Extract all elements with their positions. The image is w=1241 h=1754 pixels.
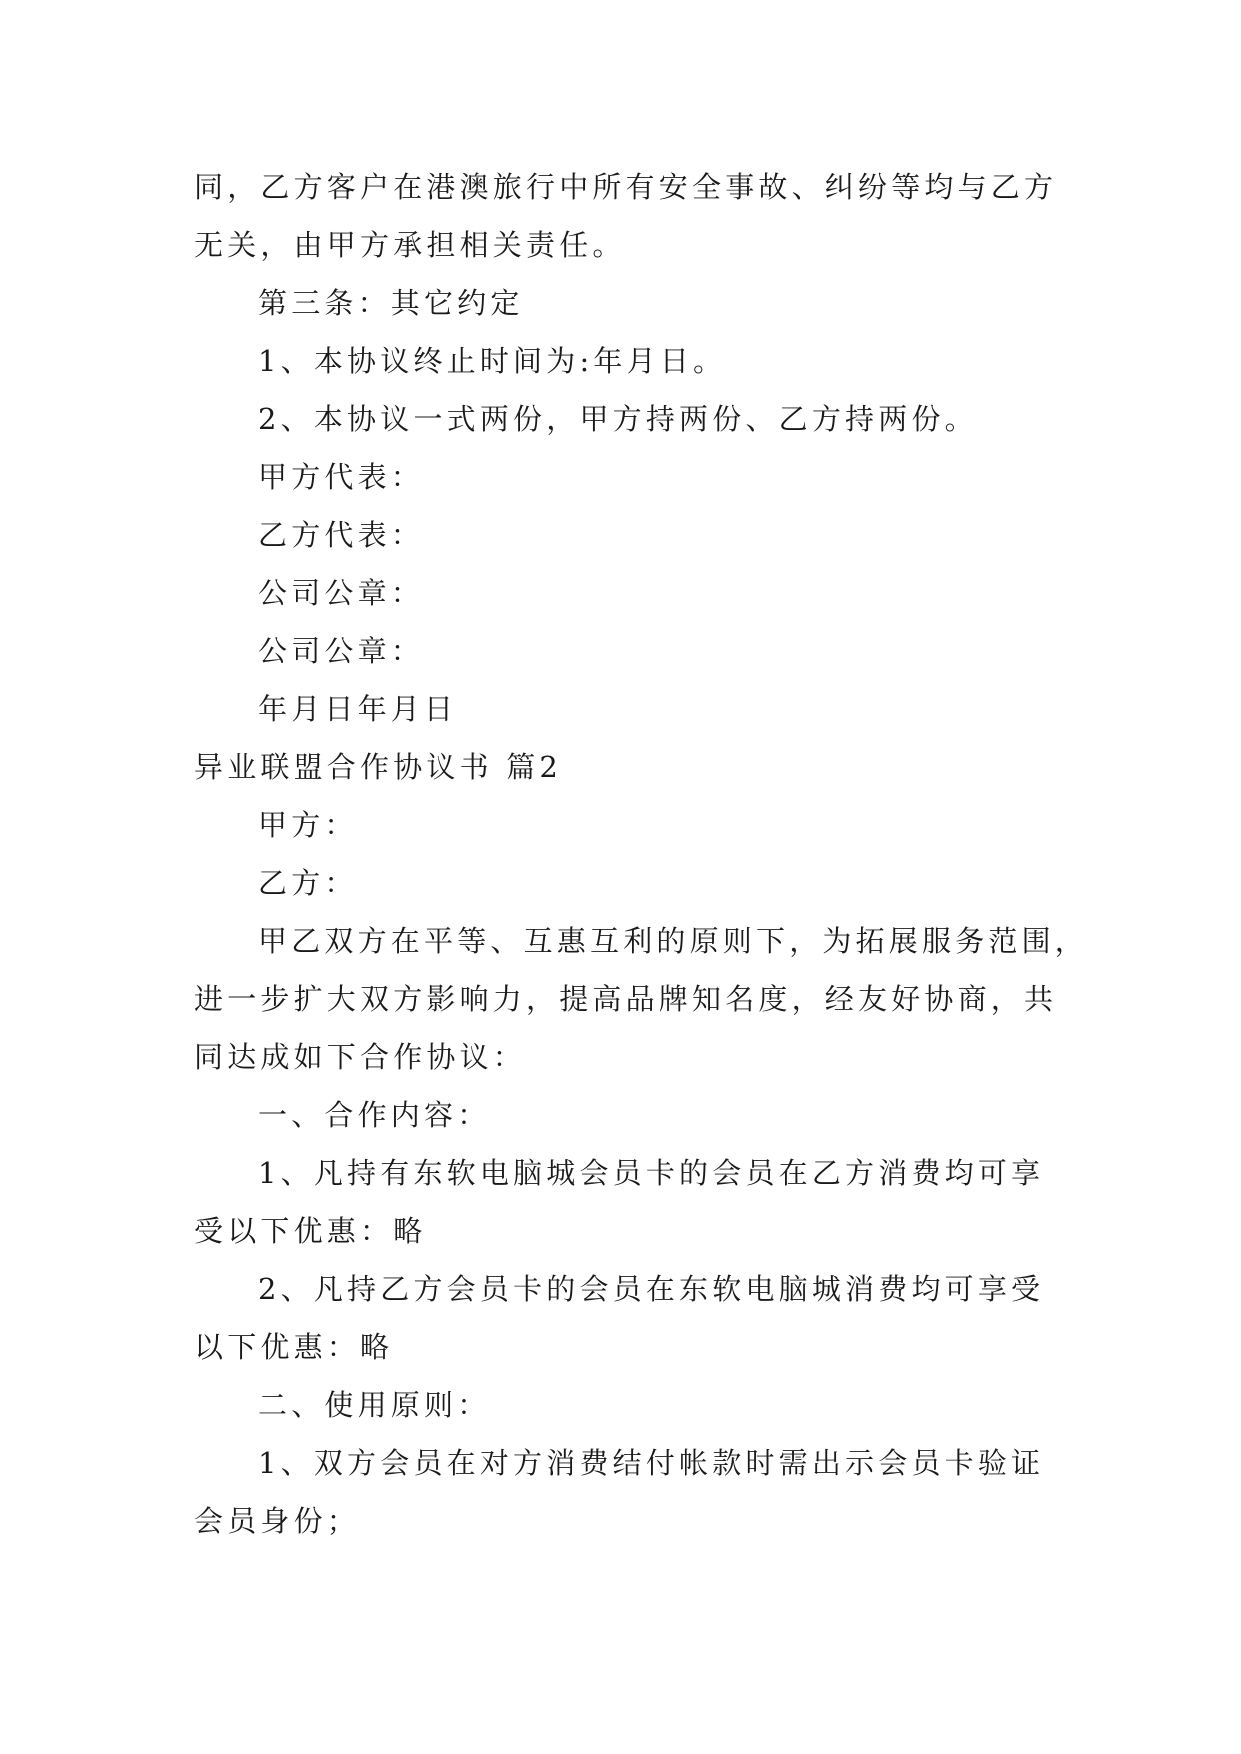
paragraph-line: 同达成如下合作协议：: [194, 1040, 527, 1074]
paragraph-line: 同，乙方客户在港澳旅行中所有安全事故、纠纷等均与乙方: [194, 170, 1058, 204]
paragraph-line: 以下优惠：略: [194, 1330, 394, 1364]
clause-item: 1、凡持有东软电脑城会员卡的会员在乙方消费均可享: [258, 1156, 1045, 1190]
document-body: [194, 158, 1089, 1550]
party-b-field: 乙方：: [258, 866, 358, 900]
paragraph-line: 受以下优惠：略: [194, 1214, 427, 1248]
paragraph-line: 会员身份；: [194, 1504, 361, 1538]
seal-field: 公司公章：: [258, 576, 425, 610]
party-a-field: 甲方：: [258, 808, 358, 842]
signature-field-party-b: 乙方代表：: [258, 518, 425, 552]
paragraph-line: 甲乙双方在平等、互惠互利的原则下，为拓展服务范围，: [258, 924, 1089, 958]
section-heading: 一、合作内容：: [258, 1098, 491, 1132]
clause-item: 1、双方会员在对方消费结付帐款时需出示会员卡验证: [258, 1446, 1045, 1480]
seal-field: 公司公章：: [258, 634, 425, 668]
clause-item: 1、本协议终止时间为:年月日。: [258, 344, 727, 378]
date-field: 年月日年月日: [258, 692, 458, 726]
clause-item: 2、凡持乙方会员卡的会员在东软电脑城消费均可享受: [258, 1272, 1045, 1306]
clause-item: 2、本协议一式两份，甲方持两份、乙方持两份。: [258, 402, 978, 436]
signature-field-party-a: 甲方代表：: [258, 460, 425, 494]
document-title: 异业联盟合作协议书 篇2: [194, 750, 563, 784]
section-heading: 二、使用原则：: [258, 1388, 491, 1422]
section-heading: 第三条：其它约定: [258, 286, 524, 320]
paragraph-line: 进一步扩大双方影响力，提高品牌知名度，经友好协商，共: [194, 982, 1058, 1016]
paragraph-line: 无关，由甲方承担相关责任。: [194, 228, 626, 262]
